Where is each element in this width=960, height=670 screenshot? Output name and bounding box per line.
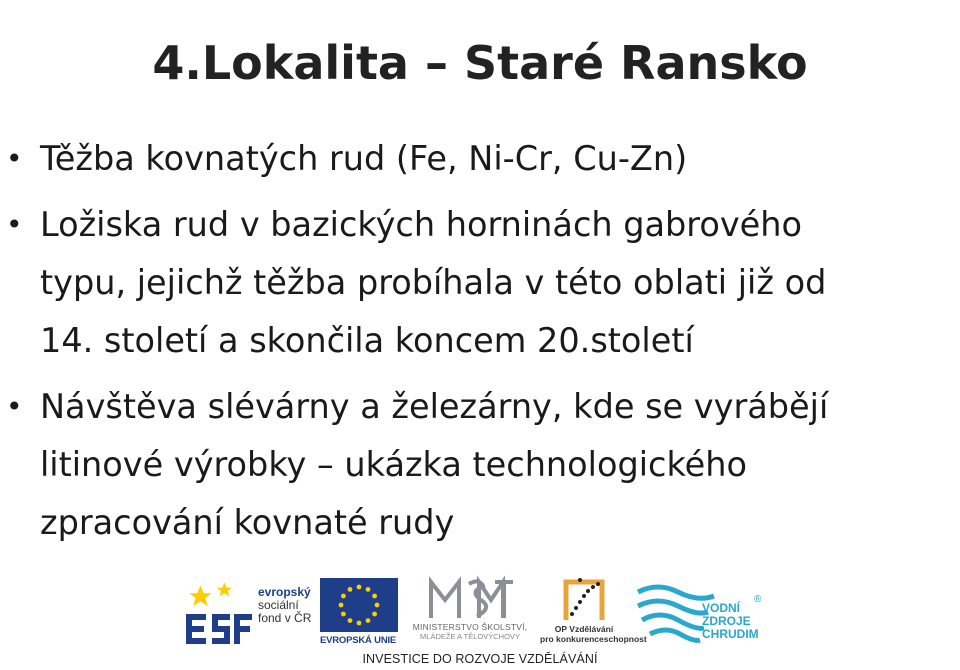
bullet-text: 14. století a skončila koncem 20.století xyxy=(40,321,694,360)
esf-wordmark xyxy=(258,586,311,625)
bullet-text: • Návštěva slévárny a železárny, kde se vyrábějí xyxy=(40,387,829,426)
bullet-text: • Těžba kovnatých rud (Fe, Ni-Cr, Cu-Zn) xyxy=(40,139,688,178)
op-caption: OP Vzdělávání xyxy=(554,624,614,634)
investment-tagline: INVESTICE DO ROZVOJE VZDĚLÁVÁNÍ xyxy=(362,652,598,666)
bullet-item-deposits xyxy=(0,196,960,370)
op-caption: pro konkurenceschopnost xyxy=(540,634,647,644)
slide-title: 4.Lokalita – Staré Ransko xyxy=(152,35,808,90)
esf-mark-icon xyxy=(184,580,254,646)
bullet-item-visit xyxy=(0,378,960,552)
esf-line: sociální xyxy=(258,598,299,612)
op-logo xyxy=(540,576,647,648)
bullet-text: • Ložiska rud v bazických horninách gabrového xyxy=(40,205,802,244)
vodni-wordmark xyxy=(702,602,759,641)
vodni-zdroje-logo xyxy=(636,578,776,650)
eu-caption: EVROPSKÁ UNIE xyxy=(320,635,397,646)
esf-line: evropský xyxy=(258,585,311,599)
vodni-line: VODNÍ xyxy=(702,601,741,615)
registered-mark: ® xyxy=(754,594,762,605)
msmt-caption: MLÁDEŽE A TĚLOVÝCHOVY xyxy=(420,632,520,641)
bullet-item-mining xyxy=(0,130,960,188)
vodni-line: ZDROJE xyxy=(702,614,751,628)
eu-logo xyxy=(320,578,398,648)
bullet-list xyxy=(0,130,960,552)
msmt-caption: MINISTERSTVO ŠKOLSTVÍ, xyxy=(412,622,528,632)
op-mark-icon xyxy=(556,576,612,624)
bullet-text: typu, jejichž těžba probíhala v této oblati již od xyxy=(40,263,827,302)
msmt-logo xyxy=(402,574,538,648)
bullet-text: zpracování kovnaté rudy xyxy=(40,503,455,542)
esf-logo xyxy=(184,580,316,648)
eu-flag-icon xyxy=(320,578,398,632)
bullet-text: litinové výrobky – ukázka technologického xyxy=(40,445,748,484)
msmt-monogram-icon xyxy=(425,574,515,622)
esf-line: fond v ČR xyxy=(258,611,312,625)
vodni-line: CHRUDIM xyxy=(702,627,759,641)
